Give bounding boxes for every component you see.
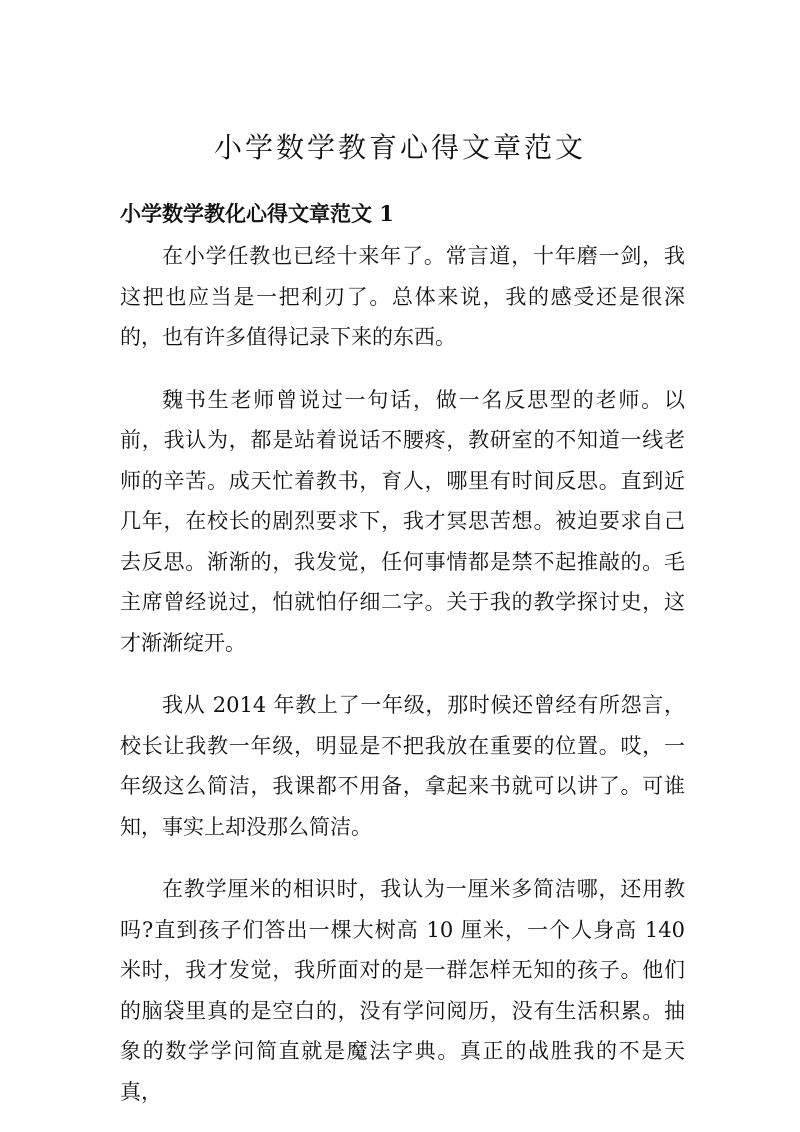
paragraph: 在小学任教也已经十来年了。常言道，十年磨一剑，我这把也应当是一把利刃了。总体来说，我的感受还是很深的，也有许多值得记录下来的东西。: [120, 244, 685, 349]
document-title: 小学数学教育心得文章范文: [213, 131, 586, 164]
document-body: [120, 236, 685, 1112]
section-heading: 小学数学教化心得文章范文 1: [120, 201, 394, 226]
paragraph: 我从 2014 年教上了一年级，那时候还曾经有所怨言，校长让我教一年级，明显是不把我放在重要的位置。哎，一年级这么简洁，我课都不用备，拿起来书就可以讲了。可谁知，事实上却没那么简洁。: [120, 693, 685, 839]
paragraph: 在教学厘米的相识时，我认为一厘米多简洁哪，还用教吗?直到孩子们答出一棵大树高 10 厘米，一个人身高 140 米时，我才发觉，我所面对的是一群怎样无知的孩子。他们的脑袋里真的是空白的，没有学问阅历，没有生活积累。抽象的数学学问简直就是魔法字典。真正的战胜我的不是天真，: [120, 877, 685, 1104]
paragraph: 魏书生老师曾说过一句话，做一名反思型的老师。以前，我认为，都是站着说话不腰疼，教研室的不知道一线老师的辛苦。成天忙着教书，育人，哪里有时间反思。直到近几年，在校长的剧烈要求下，我才冥思苦想。被迫要求自己去反思。渐渐的，我发觉，任何事情都是禁不起推敲的。毛主席曾经说过，怕就怕仔细二字。关于我的教学探讨史，这才渐渐绽开。: [120, 387, 685, 655]
